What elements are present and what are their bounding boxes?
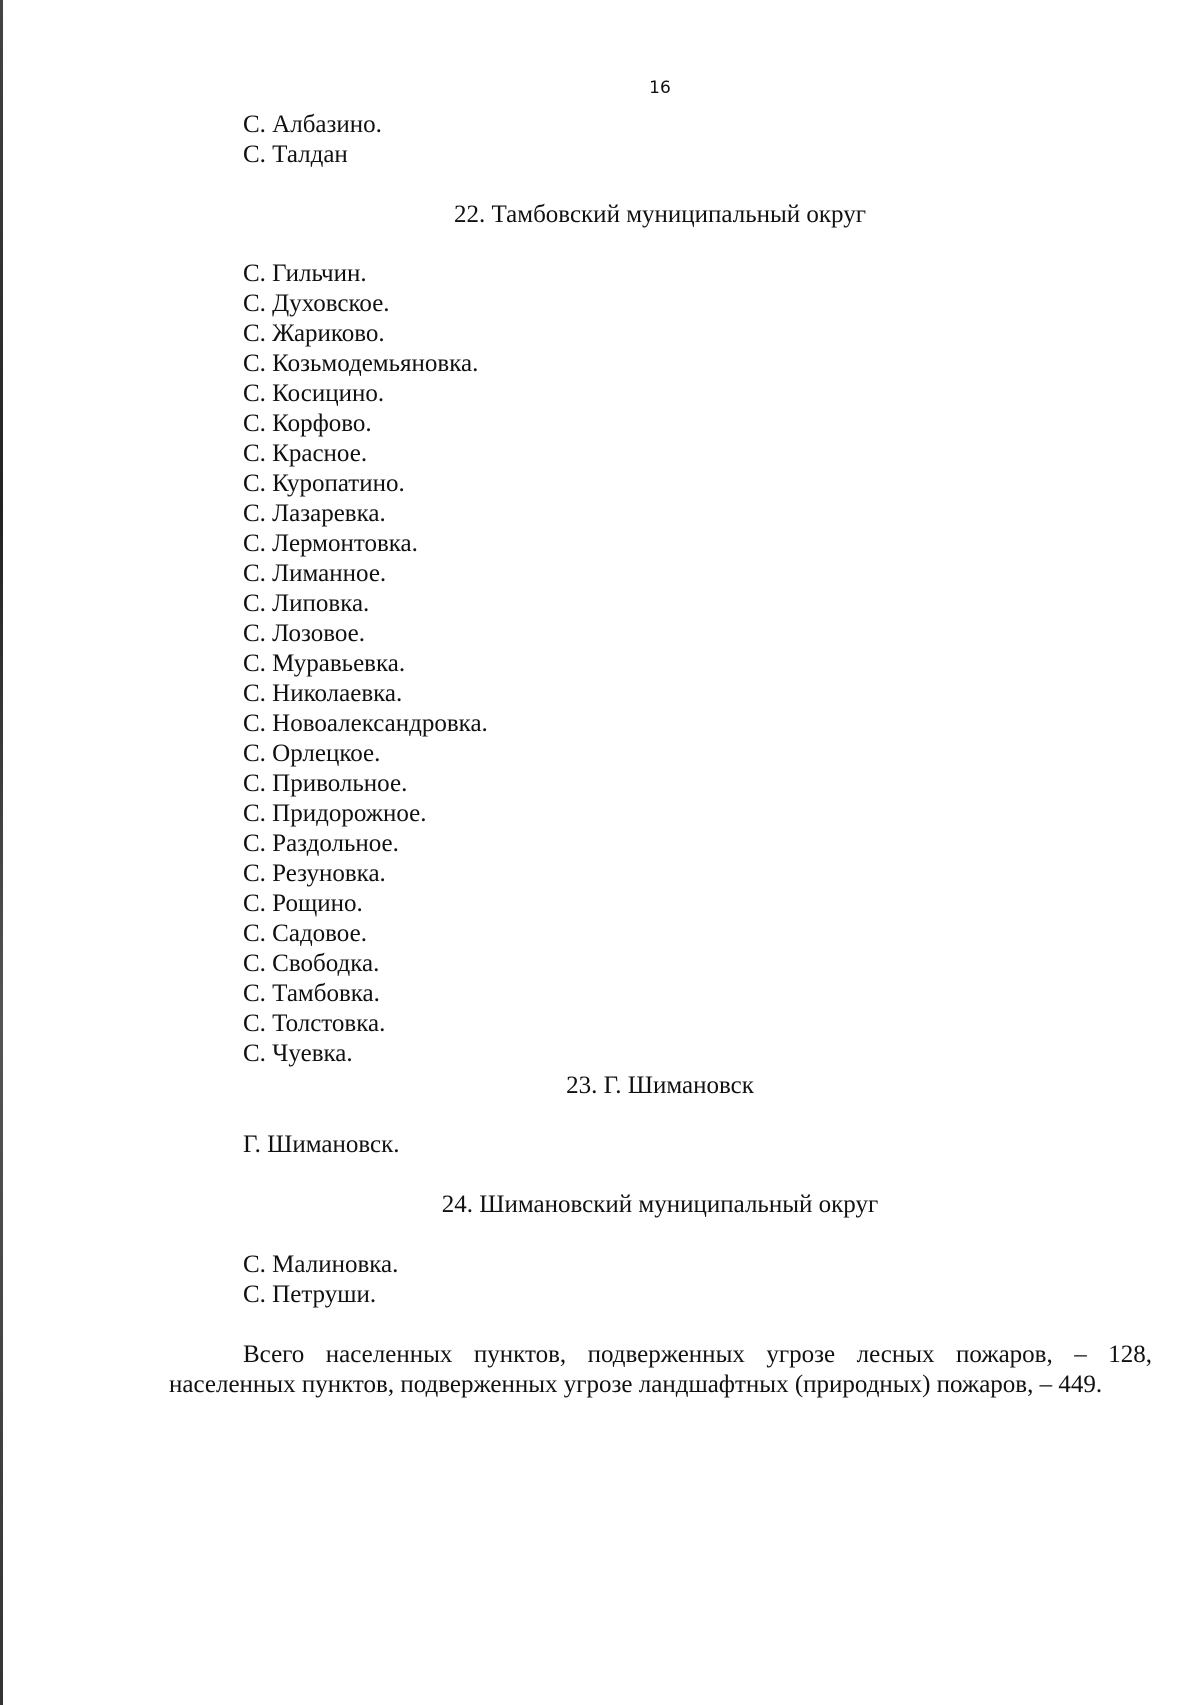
list-item: С. Садовое. <box>243 920 367 947</box>
section-heading-24: 24. Шимановский муниципальный округ <box>441 1191 879 1218</box>
list-item: С. Духовское. <box>243 290 390 317</box>
summary-paragraph: Всего населенных пунктов, подверженных угрозе лесных пожаров, – 128, населенных пунктов, подверженных угрозе ландшафтных (природных) пожаров, – 449. <box>169 1341 1152 1398</box>
list-item: С. Липовка. <box>243 590 370 617</box>
list-item: С. Муравьевка. <box>243 650 406 677</box>
list-item: С. Лозовое. <box>243 620 366 647</box>
list-item: С. Новоалександровка. <box>243 710 488 737</box>
section-heading-22: 22. Тамбовский муниципальный округ <box>454 201 866 228</box>
list-item: С. Малиновка. <box>243 1251 399 1278</box>
list-item: С. Гильчин. <box>243 260 367 287</box>
list-item: С. Куропатино. <box>243 470 405 497</box>
list-item: С. Корфово. <box>243 410 372 437</box>
list-item: С. Придорожное. <box>243 800 427 827</box>
list-item: С. Чуевка. <box>243 1040 353 1067</box>
list-item: С. Раздольное. <box>243 830 399 857</box>
list-item: Г. Шимановск. <box>243 1131 400 1158</box>
list-item: С. Жариково. <box>243 320 385 347</box>
list-item: С. Лиманное. <box>243 560 387 587</box>
list-item: С. Лазаревка. <box>243 500 386 527</box>
list-item: С. Косицино. <box>243 380 385 407</box>
list-item: С. Резуновка. <box>243 860 386 887</box>
list-item: С. Талдан <box>243 141 348 168</box>
section-heading-23: 23. Г. Шимановск <box>566 1072 754 1099</box>
list-item: С. Орлецкое. <box>243 740 381 767</box>
list-item: С. Красное. <box>243 440 368 467</box>
list-item: С. Козьмодемьяновка. <box>243 350 479 377</box>
list-item: С. Албазино. <box>243 111 382 138</box>
list-item: С. Привольное. <box>243 770 408 797</box>
list-item: С. Толстовка. <box>243 1010 386 1037</box>
list-item: С. Николаевка. <box>243 680 403 707</box>
list-item: С. Рощино. <box>243 890 363 917</box>
list-item: С. Свободка. <box>243 950 380 977</box>
list-item: С. Тамбовка. <box>243 980 380 1007</box>
scan-edge <box>0 0 3 1705</box>
list-item: С. Петруши. <box>243 1281 377 1308</box>
list-item: С. Лермонтовка. <box>243 530 418 557</box>
page-number: 16 <box>649 78 671 98</box>
